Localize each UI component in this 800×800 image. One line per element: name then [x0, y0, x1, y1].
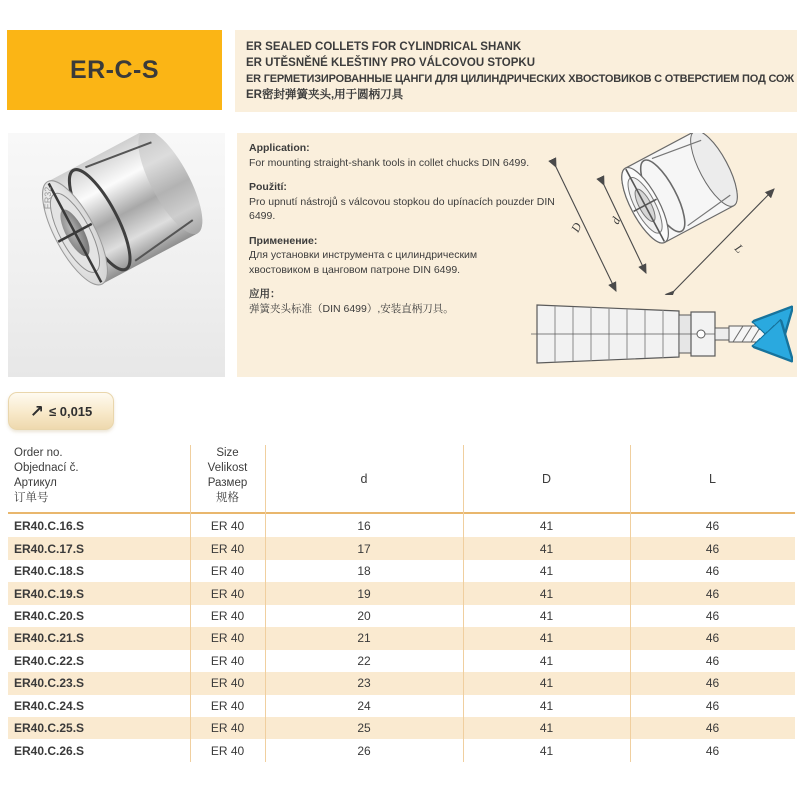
cell-D: 41	[539, 608, 554, 623]
table-row	[8, 695, 795, 717]
header-L: L	[709, 472, 716, 486]
cell-D: 41	[539, 519, 554, 534]
header-size-cs: Velikost	[207, 462, 248, 474]
cell-d: 17	[357, 541, 371, 556]
cell-D: 41	[539, 586, 554, 601]
cell-L: 46	[705, 653, 720, 668]
cell-L: 46	[705, 564, 720, 579]
header-order-no-ru: Артикул	[14, 477, 57, 489]
collet-photo	[8, 133, 225, 377]
header-order-no-zh: 订单号	[14, 492, 49, 504]
cell-L: 46	[705, 586, 720, 601]
header-order-no-en: Order no.	[14, 447, 63, 459]
cell-order-no: ER40.C.20.S	[14, 608, 85, 623]
cell-d: 21	[357, 631, 371, 646]
application-body-zh: 弹簧夹头标准（DIN 6499）,安装直柄刀具。	[249, 302, 454, 315]
cell-order-no: ER40.C.22.S	[14, 653, 85, 668]
application-label-zh: 应用：	[249, 288, 281, 300]
cell-d: 25	[357, 721, 371, 736]
table-header	[8, 445, 795, 513]
cell-D: 41	[539, 631, 554, 646]
table-row	[8, 717, 795, 739]
table-row	[8, 515, 795, 537]
cell-d: 19	[357, 586, 371, 601]
table-row	[8, 650, 795, 672]
cell-order-no: ER40.C.21.S	[14, 631, 85, 646]
cell-L: 46	[705, 698, 720, 713]
cell-size: ER 40	[210, 564, 245, 579]
header-size-ru: Размер	[207, 477, 248, 489]
cell-size: ER 40	[210, 676, 245, 691]
runout-arrow-icon: ↗	[29, 401, 44, 421]
cell-d: 24	[357, 698, 371, 713]
cell-order-no: ER40.C.24.S	[14, 698, 85, 713]
table-row	[8, 582, 795, 604]
collet-photo-art	[8, 133, 225, 377]
dimension-diagram	[542, 133, 792, 295]
cell-order-no: ER40.C.26.S	[14, 743, 85, 758]
cell-d: 22	[357, 653, 371, 668]
dim-label-L: L	[731, 241, 747, 256]
table-row	[8, 605, 795, 627]
title-en: ER SEALED COLLETS FOR CYLINDRICAL SHANK	[246, 41, 522, 53]
cell-size: ER 40	[210, 698, 245, 713]
application-section-ru	[249, 234, 507, 278]
application-text	[249, 141, 574, 316]
cell-L: 46	[705, 541, 720, 556]
cell-D: 41	[539, 721, 554, 736]
product-code-box	[7, 30, 222, 110]
table-row	[8, 560, 795, 582]
cell-size: ER 40	[210, 519, 245, 534]
table-row	[8, 672, 795, 694]
cell-D: 41	[539, 676, 554, 691]
application-label-en: Application:	[249, 142, 310, 154]
header-size	[190, 445, 265, 513]
table-row	[8, 537, 795, 559]
table-body	[8, 515, 795, 762]
cell-L: 46	[705, 721, 720, 736]
cell-size: ER 40	[210, 608, 245, 623]
photo-engraving: ER32	[43, 186, 54, 210]
header-size-en: Size	[216, 447, 239, 459]
dim-label-d: d	[608, 214, 624, 227]
column-divider	[463, 445, 464, 762]
table-row	[8, 739, 795, 761]
cell-D: 41	[539, 541, 554, 556]
application-section-en	[249, 141, 574, 170]
cell-order-no: ER40.C.19.S	[14, 586, 85, 601]
cell-size: ER 40	[210, 631, 245, 646]
cell-L: 46	[705, 676, 720, 691]
application-body-cs: Pro upnutí nástrojů s válcovou stopkou do upínacích pouzder DIN 6499.	[249, 195, 555, 222]
title-ru: ER ГЕРМЕТИЗИРОВАННЫЕ ЦАНГИ ДЛЯ ЦИЛИНДРИЧЕСКИХ ХВОСТОВИКОВ С ОТВЕРСТИЕМ ПОД СОЖ	[246, 73, 794, 85]
application-section-cs	[249, 180, 574, 224]
cell-order-no: ER40.C.17.S	[14, 541, 85, 556]
application-body-ru: Для установки инструмента с цилиндрическим хвостовиком в цанговом патроне DIN 6499.	[249, 249, 478, 276]
column-divider	[190, 445, 191, 762]
cell-order-no: ER40.C.18.S	[14, 564, 85, 579]
header-order-no-cs: Objednací č.	[14, 462, 79, 474]
application-section-zh	[249, 287, 574, 316]
coolant-diagram	[529, 293, 793, 375]
cell-order-no: ER40.C.25.S	[14, 721, 85, 736]
column-divider	[265, 445, 266, 762]
application-label-ru: Применение:	[249, 234, 318, 247]
title-zh: ER密封弹簧夹头,用于圆柄刀具	[246, 89, 404, 101]
column-divider	[630, 445, 631, 762]
cell-size: ER 40	[210, 721, 245, 736]
cell-d: 18	[357, 564, 371, 579]
cell-size: ER 40	[210, 653, 245, 668]
header-order-no	[8, 445, 190, 513]
table-row	[8, 627, 795, 649]
header-d: d	[360, 472, 368, 486]
cell-D: 41	[539, 743, 554, 758]
cell-size: ER 40	[210, 743, 245, 758]
product-code: ER-C-S	[69, 55, 160, 84]
runout-value: ≤ 0,015	[48, 403, 93, 419]
cell-size: ER 40	[210, 541, 245, 556]
runout-badge	[8, 392, 114, 430]
cell-L: 46	[705, 519, 720, 534]
cell-D: 41	[539, 698, 554, 713]
cell-d: 23	[357, 676, 371, 691]
cell-d: 20	[357, 608, 371, 623]
application-panel	[237, 133, 797, 377]
cell-D: 41	[539, 564, 554, 579]
cell-L: 46	[705, 608, 720, 623]
cell-d: 16	[357, 519, 371, 534]
dim-label-D: D	[568, 220, 585, 235]
spec-table	[8, 445, 795, 758]
header-size-zh: 规格	[216, 492, 239, 504]
cell-L: 46	[705, 631, 720, 646]
cell-D: 41	[539, 653, 554, 668]
cell-order-no: ER40.C.23.S	[14, 676, 85, 691]
dimension-diagram-art	[542, 133, 792, 295]
header-rule	[8, 512, 795, 514]
title-cs: ER UTĚSNĚNÉ KLEŠTINY PRO VÁLCOVOU STOPKU	[246, 57, 536, 69]
cell-d: 26	[357, 743, 371, 758]
application-body-en: For mounting straight-shank tools in collet chucks DIN 6499.	[249, 156, 530, 169]
header-D: D	[541, 472, 552, 486]
coolant-diagram-art	[529, 293, 793, 375]
product-title-box	[235, 30, 797, 112]
cell-order-no: ER40.C.16.S	[14, 519, 85, 534]
cell-L: 46	[705, 743, 720, 758]
application-label-cs: Použití:	[249, 181, 287, 193]
cell-size: ER 40	[210, 586, 245, 601]
